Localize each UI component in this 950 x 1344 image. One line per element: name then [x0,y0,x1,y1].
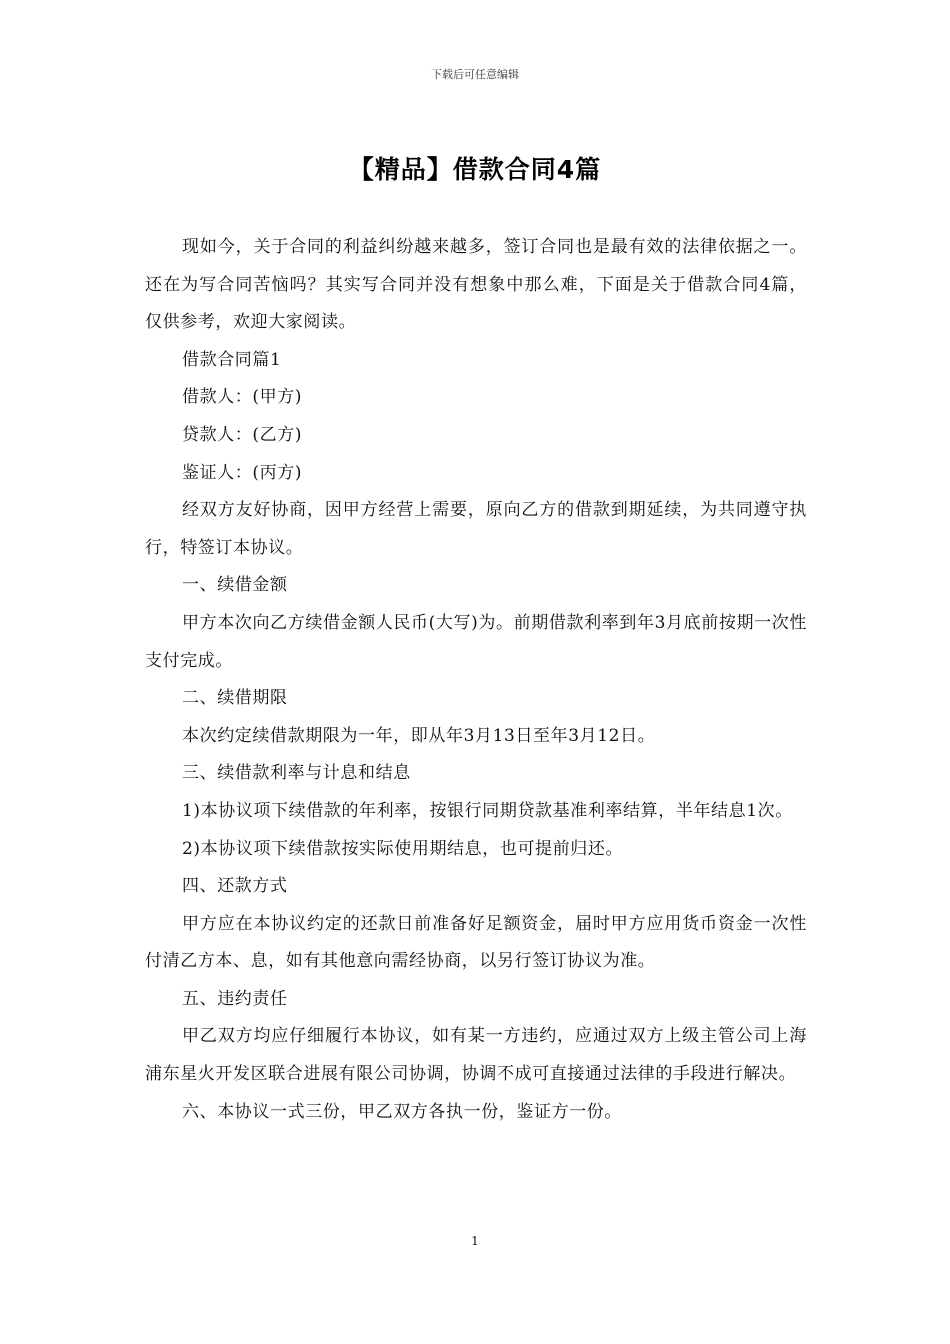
clause-copies: 六、本协议一式三份，甲乙双方各执一份，鉴证方一份。 [182,1101,622,1122]
page-number: 1 [471,1234,479,1248]
party-witness: 鉴证人：(丙方) [182,462,303,483]
clause-text-interest-2: 2)本协议项下续借款按实际使用期结息，也可提前归还。 [182,838,624,859]
preamble-paragraph: 经双方友好协商，因甲方经营上需要，原向乙方的借款到期延续，为共同遵守执行，特签订本协议。 [145,500,807,558]
intro-paragraph: 现如今，关于合同的利益纠纷越来越多，签订合同也是最有效的法律依据之一。还在为写合同苦恼吗？其实写合同并没有想象中那么难，下面是关于借款合同4篇，仅供参考，欢迎大家阅读。 [145,237,807,333]
party-lender: 贷款人：(乙方) [182,424,303,445]
document-title: 【精品】借款合同4篇 [348,155,602,184]
clause-heading-breach: 五、违约责任 [182,988,288,1009]
document-body [145,229,807,1131]
clause-heading-term: 二、续借期限 [182,688,288,709]
party-borrower: 借款人：(甲方) [182,387,303,408]
clause-heading-amount: 一、续借金额 [182,575,288,596]
clause-text-term: 本次约定续借款期限为一年，即从年3月13日至年3月12日。 [182,725,656,746]
clause-text-repayment: 甲方应在本协议约定的还款日前准备好足额资金，届时甲方应用货币资金一次性付清乙方本、息，如有其他意向需经协商，以另行签订协议为准。 [145,913,807,972]
clause-text-amount: 甲方本次向乙方续借金额人民币(大写)为。前期借款利率到年3月底前按期一次性支付完成。 [145,612,807,671]
header-note: 下载后可任意编辑 [431,68,519,81]
section-heading-contract-1: 借款合同篇1 [182,349,282,370]
clause-text-interest-1: 1)本协议项下续借款的年利率，按银行同期贷款基准利率结算，半年结息1次。 [182,800,793,821]
clause-text-breach: 甲乙双方均应仔细履行本协议，如有某一方违约，应通过双方上级主管公司上海浦东星火开发区联合进展有限公司协调，协调不成可直接通过法律的手段进行解决。 [145,1026,807,1085]
clause-heading-interest: 三、续借款利率与计息和结息 [182,763,411,784]
clause-heading-repayment: 四、还款方式 [182,876,288,897]
